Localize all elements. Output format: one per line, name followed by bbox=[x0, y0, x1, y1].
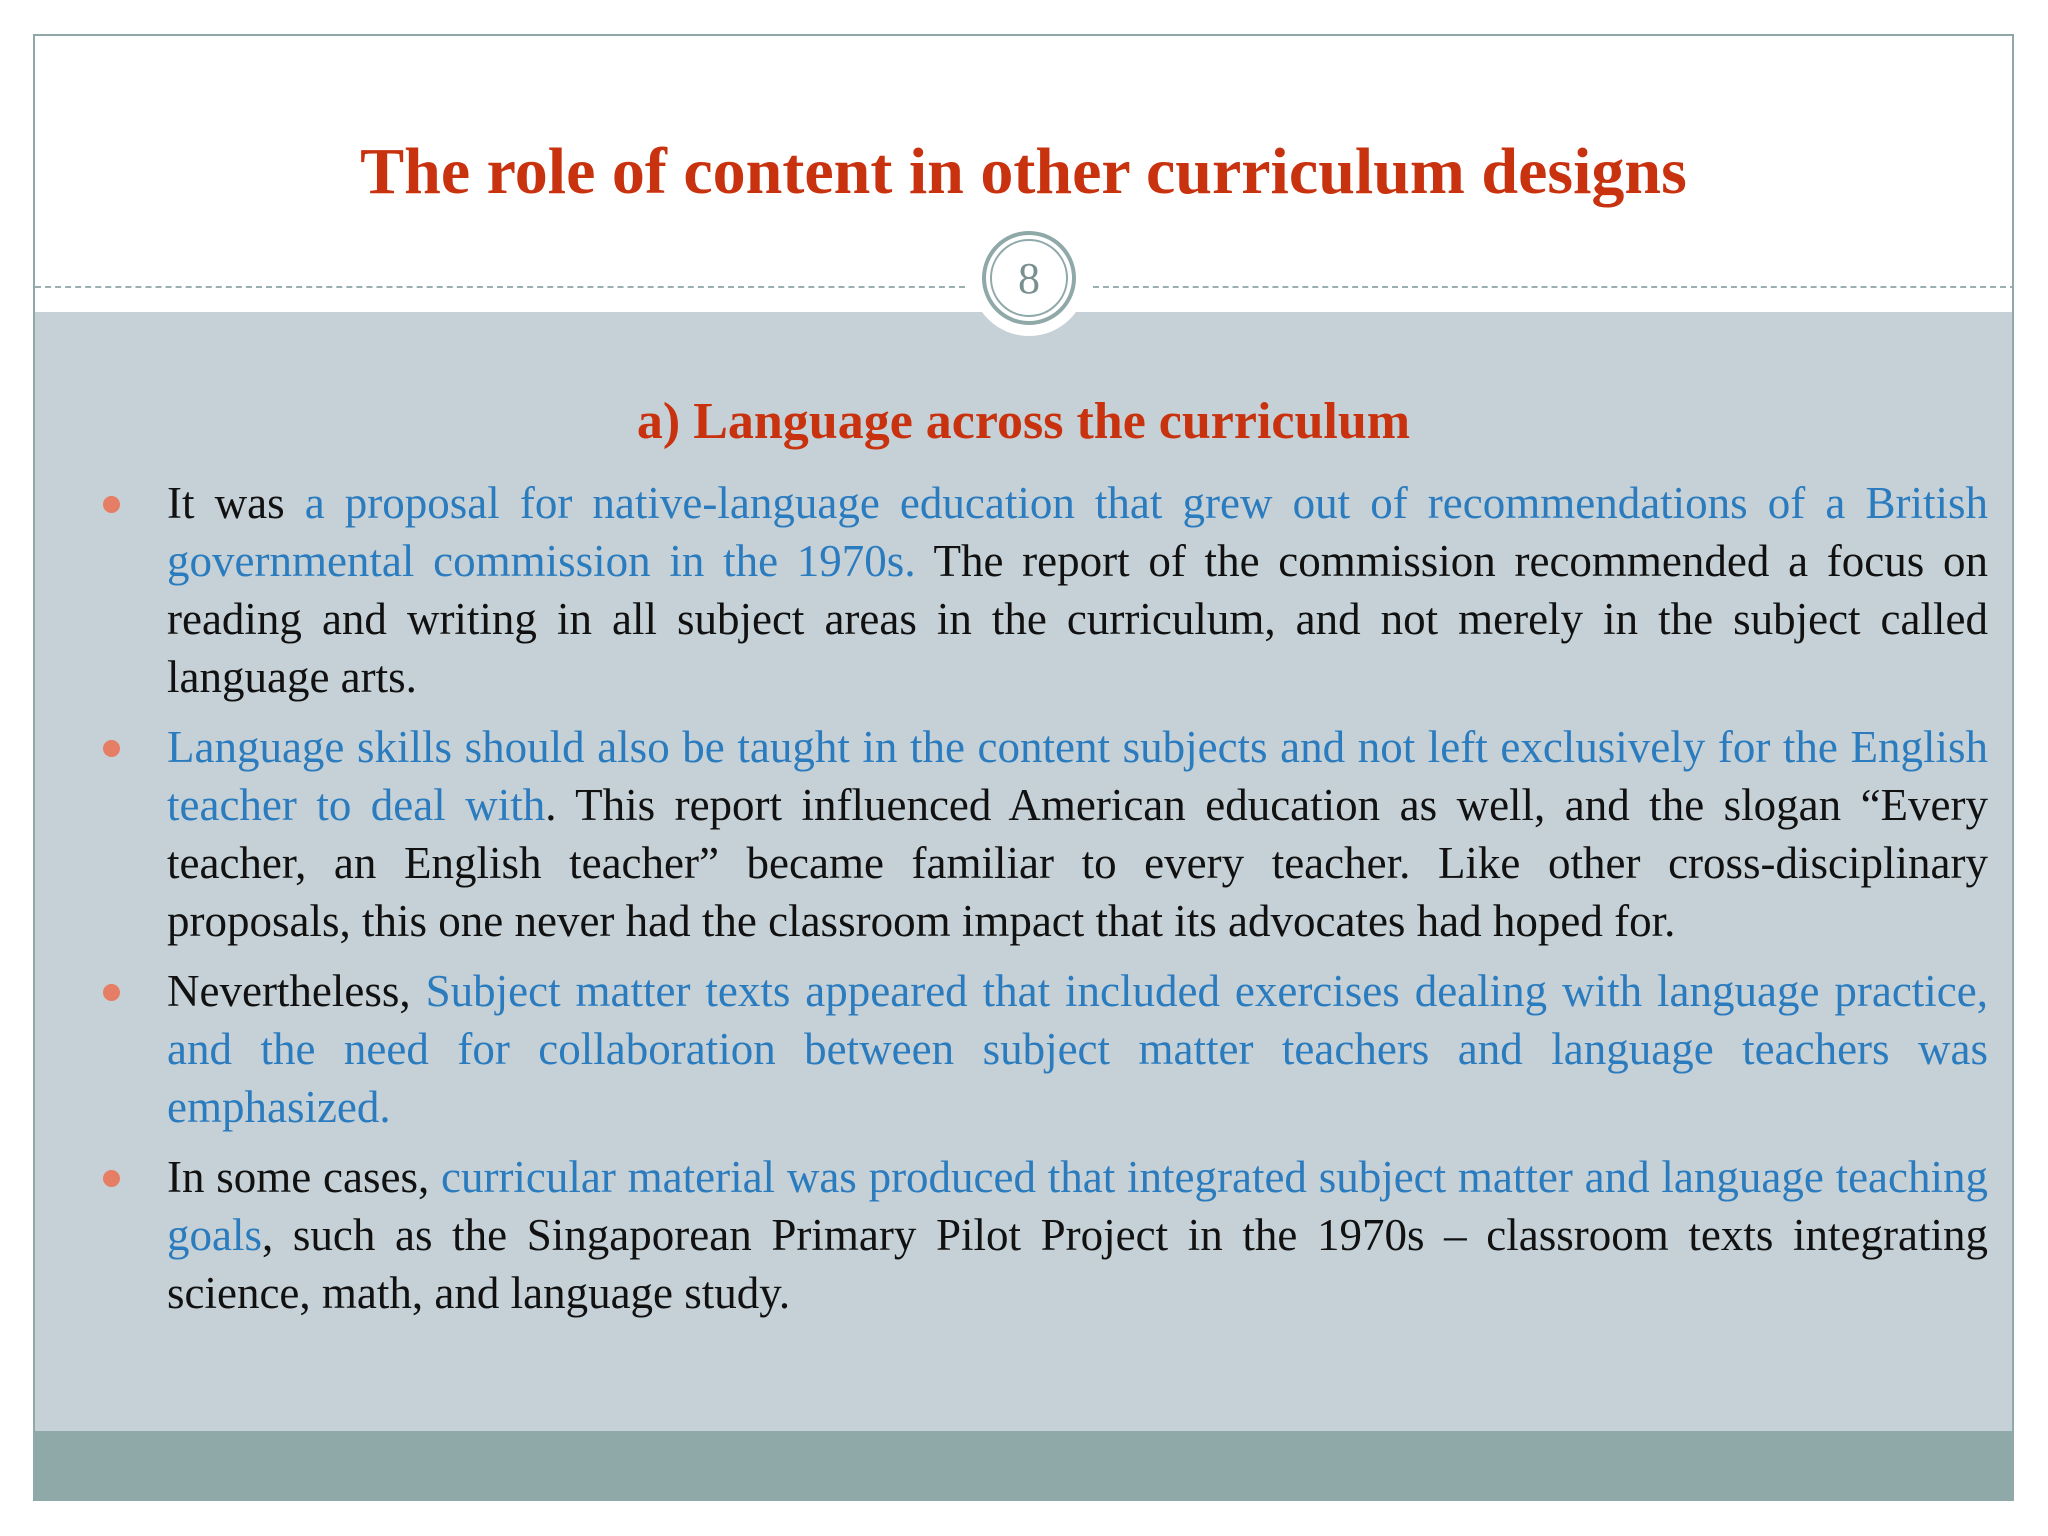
slide-number: 8 bbox=[1018, 253, 1040, 303]
bullet-item bbox=[133, 1148, 1988, 1322]
bullet-text: Nevertheless, bbox=[167, 966, 426, 1016]
header-divider-left bbox=[35, 286, 965, 288]
bullet-item bbox=[133, 962, 1988, 1136]
highlighted-text: curricular material was produced that integrated subject matter and language teaching goals bbox=[167, 1152, 1988, 1260]
slide-number-badge bbox=[971, 220, 1087, 336]
bullet-text: The report of the commission recommended a focus on reading and writing in all subject areas in the curriculum, and not merely in the subject called language arts. bbox=[167, 536, 1989, 702]
bullet-dot-icon bbox=[103, 1170, 120, 1187]
highlighted-text: Subject matter texts appeared that included exercises dealing with language practice, and the need for collaboration between subject matter teachers and language teachers was emphasized. bbox=[167, 966, 1988, 1132]
section-subtitle: a) Language across the curriculum bbox=[636, 393, 1411, 450]
bullet-item bbox=[133, 718, 1988, 950]
footer-band bbox=[35, 1431, 2012, 1501]
bullet-dot-icon bbox=[103, 496, 120, 513]
bullet-dot-icon bbox=[103, 984, 120, 1001]
bullet-text: , such as the Singaporean Primary Pilot Project in the 1970s – classroom texts integrating science, math, and language study. bbox=[167, 1210, 1988, 1318]
bullet-dot-icon bbox=[103, 740, 120, 757]
bullet-text: It was bbox=[167, 478, 305, 528]
slide bbox=[33, 34, 2014, 1501]
header-divider-right bbox=[1093, 286, 2014, 288]
slide-title: The role of content in other curriculum designs bbox=[360, 135, 1687, 208]
bullet-item bbox=[133, 474, 1988, 706]
highlighted-text: a proposal for native-language education that grew out of recommendations of a British governmental commission in the 1970s. bbox=[167, 478, 1988, 586]
bullet-text: . This report influenced American education as well, and the slogan “Every teacher, an English teacher” became familiar to every teacher. Like other cross-disciplinary proposals, this one never had the classroom impact that its advocates had hoped for. bbox=[167, 780, 1988, 946]
highlighted-text: Language skills should also be taught in the content subjects and not left exclusively for the English teacher to deal with bbox=[167, 722, 1988, 830]
bullet-list bbox=[133, 474, 1988, 1334]
bullet-text: In some cases, bbox=[167, 1152, 441, 1202]
